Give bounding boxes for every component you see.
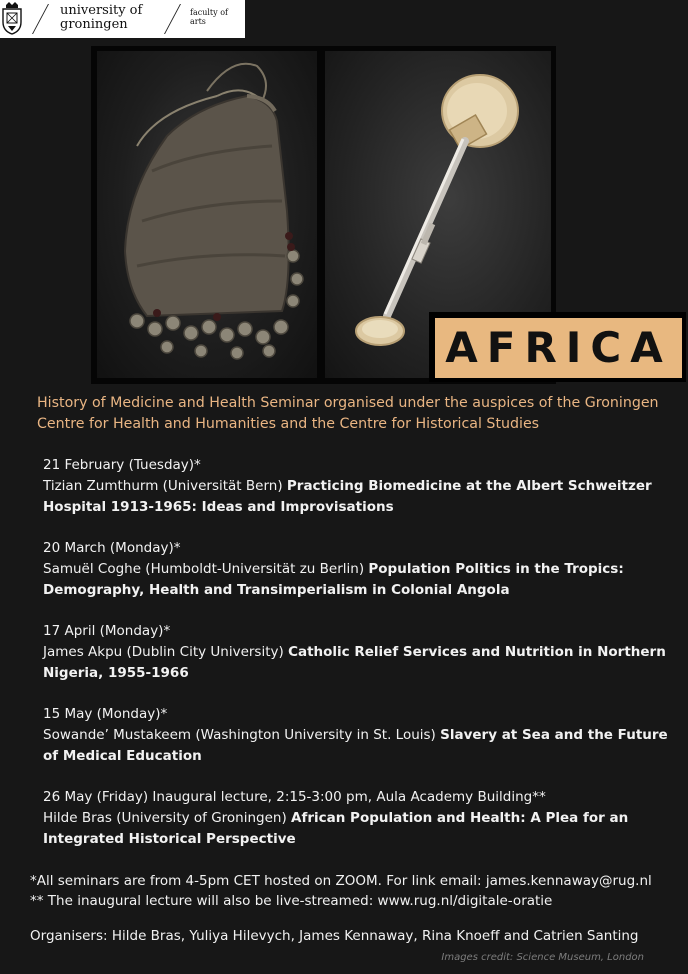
- image-credit: Images credit: Science Museum, London: [441, 952, 644, 963]
- organisers: Organisers: Hilde Bras, Yuliya Hilevych, James Kennaway, Rina Knoeff and Catrien Santing: [30, 928, 639, 944]
- seminar-speaker: Samuël Coghe (Humboldt-Universität zu Berlin): [43, 561, 369, 577]
- seminar-item: [43, 704, 683, 767]
- logo-divider-2: [164, 4, 181, 34]
- seminar-item: [43, 621, 683, 684]
- seminar-title: Population Politics in the Tropics: Demography, Health and Transimperialism in Colonial Angola: [43, 561, 624, 598]
- seminar-date: 17 April (Monday)*: [43, 623, 171, 639]
- university-name: [60, 4, 142, 32]
- seminar-title: Practicing Biomedicine at the Albert Schweitzer Hospital 1913-1965: Ideas and Improvisations: [43, 478, 652, 515]
- seminar-description: History of Medicine and Health Seminar organised under the auspices of the Groningen Centre for Health and Humanities and the Centre for Historical Studies: [37, 395, 659, 432]
- seminar-speaker: Sowande’ Mustakeem (Washington University in St. Louis): [43, 727, 441, 743]
- seminar-date: 20 March (Monday)*: [43, 540, 181, 556]
- seminar-date: 15 May (Monday)*: [43, 706, 168, 722]
- beaded-pouch-icon: [97, 51, 317, 378]
- livestream-note: ** The inaugural lecture will also be live-streamed: www.rug.nl/digitale-oratie: [30, 893, 553, 909]
- africa-banner: AFRICA: [435, 318, 682, 378]
- seminar-speaker: James Akpu (Dublin City University): [43, 644, 289, 660]
- university-name-line1: university of: [60, 3, 143, 18]
- seminar-title: Catholic Relief Services and Nutrition in Northern Nigeria, 1955-1966: [43, 644, 666, 681]
- seminar-date: 26 May (Friday) Inaugural lecture, 2:15-3:00 pm, Aula Academy Building**: [43, 789, 546, 805]
- seminar-speaker: Hilde Bras (University of Groningen): [43, 810, 292, 826]
- university-logo: [0, 0, 245, 38]
- seminar-speaker: Tizian Zumthurm (Universität Bern): [43, 478, 287, 494]
- seminar-title: African Population and Health: A Plea for an Integrated Historical Perspective: [43, 810, 629, 847]
- seminar-item: [43, 455, 683, 518]
- seminar-date: 21 February (Tuesday)*: [43, 457, 201, 473]
- seminar-title: Slavery at Sea and the Future of Medical Education: [43, 727, 668, 764]
- faculty-name: faculty of arts: [190, 8, 228, 26]
- seminar-list: [43, 455, 683, 870]
- footnotes: [30, 871, 652, 911]
- university-crest-icon: [0, 0, 24, 38]
- zoom-note: *All seminars are from 4-5pm CET hosted on ZOOM. For link email: james.kennaway@rug.nl: [30, 873, 652, 889]
- seminar-item: [43, 787, 683, 850]
- university-name-line2: groningen: [60, 17, 128, 32]
- logo-divider: [32, 4, 49, 34]
- seminar-item: [43, 538, 683, 601]
- beaded-pouch-image: [97, 51, 317, 378]
